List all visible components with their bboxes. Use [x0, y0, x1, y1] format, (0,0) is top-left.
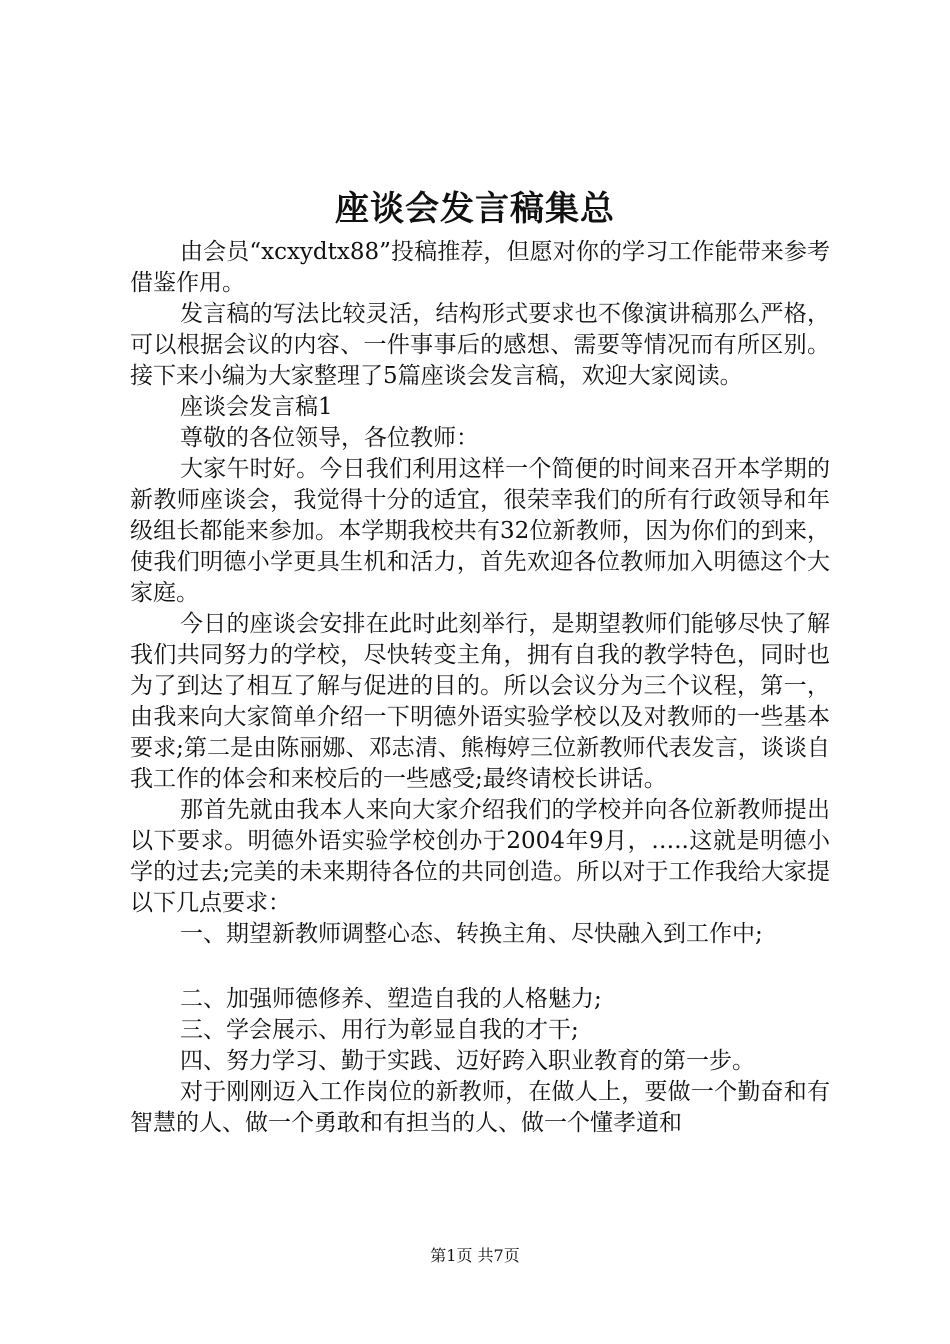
document-body	[130, 237, 830, 1139]
paragraph-description: 发言稿的写法比较灵活，结构形式要求也不像演讲稿那么严格，可以根据会议的内容、一件事事后的感想、需要等情况而有所区别。接下来小编为大家整理了5篇座谈会发言稿，欢迎大家阅读。	[130, 301, 830, 389]
paragraph-agenda: 今日的座谈会安排在此时此刻举行，是期望教师们能够尽快了解我们共同努力的学校，尽快转变主角，拥有自我的教学特色，同时也为了到达了相互了解与促进的目的。所以会议分为三个议程，第一，由我来向大家简单介绍一下明德外语实验学校以及对教师的一些基本要求;第二是由陈丽娜、邓志清、熊梅婷三位新教师代表发言，谈谈自我工作的体会和来校后的一些感受;最终请校长讲话。	[130, 611, 830, 792]
list-item-1: 一、期望新教师调整心态、转换主角、尽快融入到工作中;	[180, 921, 763, 947]
paragraph-requirements: 那首先就由我本人来向大家介绍我们的学校并向各位新教师提出以下要求。明德外语实验学校创办于2004年9月，…..这就是明德小学的过去;完美的未来期待各位的共同创造。所以对于工作我给大家提以下几点要求：	[130, 797, 830, 916]
paragraph-intro: 由会员“xcxydtx88”投稿推荐，但愿对你的学习工作能带来参考借鉴作用。	[130, 239, 830, 296]
list-item-3: 三、学会展示、用行为彰显自我的才干;	[180, 1017, 579, 1043]
spacer	[130, 950, 830, 984]
page-number: 第1页 共7页	[430, 1246, 520, 1265]
salutation: 尊敬的各位领导，各位教师：	[180, 425, 479, 451]
paragraph-welcome: 大家午时好。今日我们利用这样一个简便的时间来召开本学期的新教师座谈会，我觉得十分的适宜，很荣幸我们的所有行政领导和年级组长都能来参加。本学期我校共有32位新教师，因为你们的到来，使我们明德小学更具生机和活力，首先欢迎各位教师加入明德这个大家庭。	[130, 456, 830, 606]
document-title: 座谈会发言稿集总	[335, 189, 615, 229]
paragraph-closing: 对于刚刚迈入工作岗位的新教师，在做人上，要做一个勤奋和有智慧的人、做一个勇敢和有担当的人、做一个懂孝道和	[130, 1079, 830, 1136]
section-heading: 座谈会发言稿1	[180, 394, 333, 420]
list-item-4: 四、努力学习、勤于实践、迈好跨入职业教育的第一步。	[180, 1048, 755, 1074]
list-item-2: 二、加强师德修养、塑造自我的人格魅力;	[180, 986, 602, 1012]
